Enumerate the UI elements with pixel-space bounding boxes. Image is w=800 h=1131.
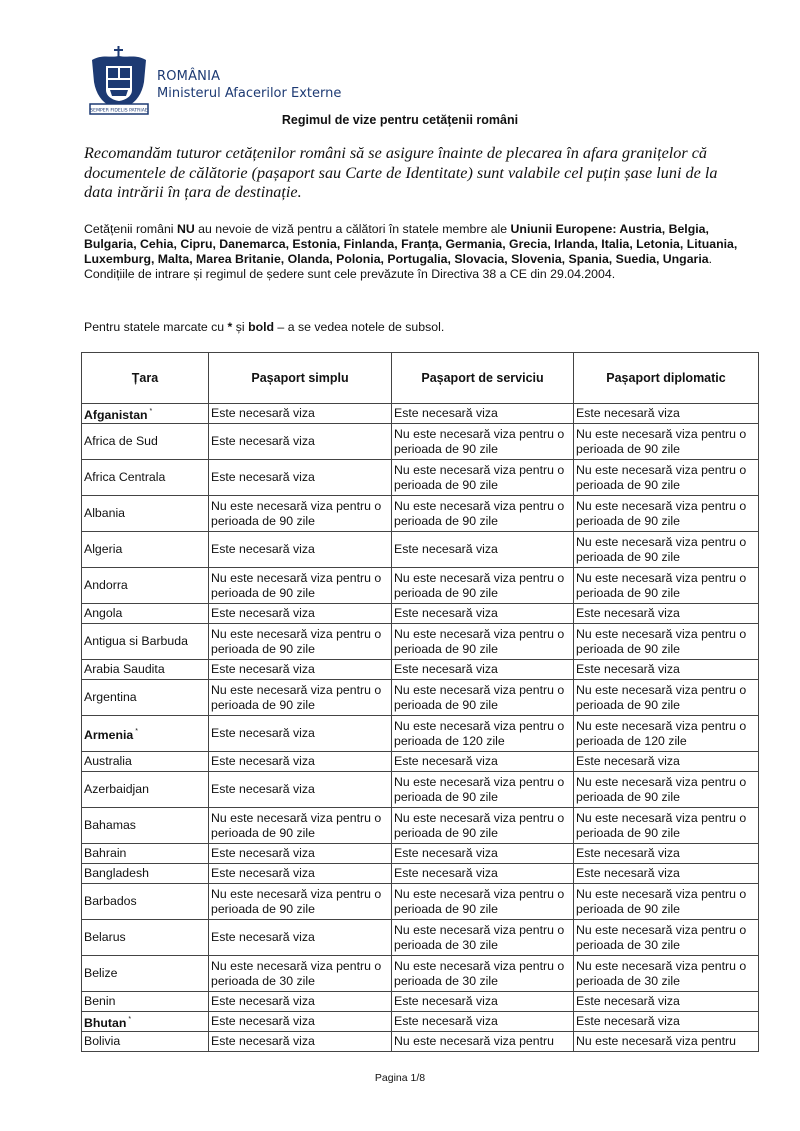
service-passport-cell: Nu este necesară viza pentru o perioada de 30 zile <box>392 920 574 956</box>
country-cell <box>82 660 209 680</box>
country-cell <box>82 680 209 716</box>
table-row <box>82 1012 759 1032</box>
country-name: Algeria <box>84 542 123 557</box>
country-cell <box>82 992 209 1012</box>
country-name: Bhutan <box>84 1015 127 1030</box>
table-row <box>82 460 759 496</box>
table-row <box>82 624 759 660</box>
table-row <box>82 532 759 568</box>
service-passport-cell: Nu este necesară viza pentru o perioada de 90 zile <box>392 424 574 460</box>
table-row <box>82 844 759 864</box>
simple-passport-cell: Nu este necesară viza pentru o perioada de 30 zile <box>209 956 392 992</box>
country-name: Australia <box>84 754 132 769</box>
country-cell <box>82 1012 209 1032</box>
country-cell <box>82 568 209 604</box>
table-row <box>82 404 759 424</box>
country-name: Belize <box>84 966 118 981</box>
simple-passport-cell: Este necesară viza <box>209 424 392 460</box>
service-passport-cell: Nu este necesară viza pentru o perioada de 90 zile <box>392 624 574 660</box>
service-passport-cell: Nu este necesară viza pentru o perioada de 30 zile <box>392 956 574 992</box>
country-name: Azerbaidjan <box>84 782 149 797</box>
country-cell <box>82 1032 209 1052</box>
eu-period: . <box>708 252 712 266</box>
header-diplomatic-passport: Pașaport diplomatic <box>574 353 759 404</box>
diplomatic-passport-cell: Nu este necesară viza pentru <box>574 1032 759 1052</box>
service-passport-cell: Nu este necesară viza pentru o perioada de 90 zile <box>392 568 574 604</box>
table-row <box>82 920 759 956</box>
simple-passport-cell: Este necesară viza <box>209 844 392 864</box>
country-name: Benin <box>84 994 116 1009</box>
service-passport-cell: Nu este necesară viza pentru o perioada de 90 zile <box>392 460 574 496</box>
country-cell <box>82 920 209 956</box>
footnote-mark: * <box>128 1015 132 1023</box>
country-name: Armenia <box>84 727 134 742</box>
diplomatic-passport-cell: Nu este necesară viza pentru o perioada de 120 zile <box>574 716 759 752</box>
service-passport-cell: Nu este necesară viza pentru o perioada de 90 zile <box>392 884 574 920</box>
diplomatic-passport-cell: Nu este necesară viza pentru o perioada de 90 zile <box>574 424 759 460</box>
diplomatic-passport-cell: Este necesară viza <box>574 864 759 884</box>
page-number: Pagina 1/8 <box>374 1072 426 1084</box>
table-row <box>82 884 759 920</box>
country-name: ROMÂNIA <box>157 69 221 84</box>
diplomatic-passport-cell: Nu este necesară viza pentru o perioada de 90 zile <box>574 808 759 844</box>
simple-passport-cell: Este necesară viza <box>209 460 392 496</box>
service-passport-cell: Este necesară viza <box>392 992 574 1012</box>
table-row <box>82 680 759 716</box>
diplomatic-passport-cell: Nu este necesară viza pentru o perioada de 90 zile <box>574 532 759 568</box>
simple-passport-cell: Este necesară viza <box>209 404 392 424</box>
header-service-passport: Pașaport de serviciu <box>392 353 574 404</box>
note-bold: bold <box>248 320 275 334</box>
country-name: Barbados <box>84 894 137 909</box>
service-passport-cell: Nu este necesară viza pentru o perioada de 90 zile <box>392 680 574 716</box>
country-name: Bangladesh <box>84 866 149 881</box>
country-cell <box>82 844 209 864</box>
country-cell <box>82 604 209 624</box>
simple-passport-cell: Este necesară viza <box>209 1032 392 1052</box>
eu-conditions: Condițiile de intrare și regimul de ședere sunt cele prevăzute în Directiva 38 a CE din 29.04.2004. <box>84 267 616 281</box>
simple-passport-cell: Este necesară viza <box>209 864 392 884</box>
diplomatic-passport-cell: Nu este necesară viza pentru o perioada de 90 zile <box>574 772 759 808</box>
table-row <box>82 992 759 1012</box>
simple-passport-cell: Este necesară viza <box>209 920 392 956</box>
note-star: * <box>227 320 233 334</box>
service-passport-cell: Este necesară viza <box>392 1012 574 1032</box>
table-row <box>82 956 759 992</box>
country-cell <box>82 424 209 460</box>
table-row <box>82 772 759 808</box>
simple-passport-cell: Este necesară viza <box>209 1012 392 1032</box>
country-cell <box>82 884 209 920</box>
header-country: Țara <box>82 353 209 404</box>
visa-table <box>81 352 759 1052</box>
visa-table-body <box>82 404 759 1052</box>
country-name: Afganistan <box>84 407 148 422</box>
diplomatic-passport-cell: Este necesară viza <box>574 660 759 680</box>
country-name: Bolivia <box>84 1034 121 1049</box>
country-cell <box>82 532 209 568</box>
service-passport-cell: Nu este necesară viza pentru o perioada de 90 zile <box>392 772 574 808</box>
table-row <box>82 752 759 772</box>
simple-passport-cell: Nu este necesară viza pentru o perioada de 90 zile <box>209 680 392 716</box>
diplomatic-passport-cell: Nu este necesară viza pentru o perioada de 90 zile <box>574 884 759 920</box>
country-cell <box>82 864 209 884</box>
diplomatic-passport-cell: Nu este necesară viza pentru o perioada de 90 zile <box>574 460 759 496</box>
simple-passport-cell: Este necesară viza <box>209 772 392 808</box>
country-name: Argentina <box>84 690 137 705</box>
service-passport-cell: Este necesară viza <box>392 752 574 772</box>
ministry-name: Ministerul Afacerilor Externe <box>157 86 342 101</box>
service-passport-cell: Nu este necesară viza pentru <box>392 1032 574 1052</box>
simple-passport-cell: Este necesară viza <box>209 660 392 680</box>
note-text-3: – a se vedea notele de subsol. <box>274 320 445 334</box>
country-cell <box>82 752 209 772</box>
simple-passport-cell: Nu este necesară viza pentru o perioada de 90 zile <box>209 624 392 660</box>
service-passport-cell: Este necesară viza <box>392 604 574 624</box>
simple-passport-cell: Nu este necesară viza pentru o perioada de 90 zile <box>209 568 392 604</box>
eu-text-part2: au nevoie de viză pentru a călători în statele membre ale <box>194 222 511 236</box>
table-row <box>82 568 759 604</box>
service-passport-cell: Nu este necesară viza pentru o perioada de 90 zile <box>392 496 574 532</box>
diplomatic-passport-cell: Nu este necesară viza pentru o perioada de 90 zile <box>574 680 759 716</box>
country-name: Africa Centrala <box>84 470 166 485</box>
footnote-mark: * <box>149 407 153 415</box>
table-row <box>82 496 759 532</box>
table-row <box>82 604 759 624</box>
diplomatic-passport-cell: Nu este necesară viza pentru o perioada de 90 zile <box>574 568 759 604</box>
service-passport-cell: Este necesară viza <box>392 660 574 680</box>
simple-passport-cell: Este necesară viza <box>209 532 392 568</box>
simple-passport-cell: Este necesară viza <box>209 716 392 752</box>
diplomatic-passport-cell: Nu este necesară viza pentru o perioada de 90 zile <box>574 496 759 532</box>
simple-passport-cell: Este necesară viza <box>209 604 392 624</box>
diplomatic-passport-cell: Este necesară viza <box>574 992 759 1012</box>
service-passport-cell: Este necesară viza <box>392 864 574 884</box>
country-cell <box>82 956 209 992</box>
simple-passport-cell: Nu este necesară viza pentru o perioada de 90 zile <box>209 496 392 532</box>
simple-passport-cell: Este necesară viza <box>209 992 392 1012</box>
country-name: Belarus <box>84 930 126 945</box>
country-cell <box>82 772 209 808</box>
eu-country-list: Uniunii Europene: Austria, Belgia, Bulgaria, Cehia, Cipru, Danemarca, Estonia, Finlanda, Franța, Germania, Grecia, Irlanda, Italia, Letonia, Lituania, Luxemburg, Malta, Marea Britanie, Olanda, Polonia, Portugalia, Slovacia, Slovenia, Spania, Suedia, Ungaria <box>84 222 738 266</box>
diplomatic-passport-cell: Nu este necesară viza pentru o perioada de 30 zile <box>574 920 759 956</box>
diplomatic-passport-cell: Este necesară viza <box>574 844 759 864</box>
ministry-name-block <box>157 68 341 102</box>
country-name: Africa de Sud <box>84 434 158 449</box>
country-cell <box>82 808 209 844</box>
footnote-instruction <box>84 320 444 335</box>
eu-paragraph <box>84 222 744 282</box>
table-row <box>82 716 759 752</box>
diplomatic-passport-cell: Este necesară viza <box>574 752 759 772</box>
country-cell <box>82 716 209 752</box>
table-row <box>82 864 759 884</box>
romanian-coat-of-arms-icon <box>88 46 150 116</box>
diplomatic-passport-cell: Nu este necesară viza pentru o perioada de 30 zile <box>574 956 759 992</box>
eu-nu: NU <box>176 222 195 236</box>
eu-text-part1: Cetățenii români <box>84 222 177 236</box>
diplomatic-passport-cell: Este necesară viza <box>574 404 759 424</box>
country-name: Andorra <box>84 578 128 593</box>
header-simple-passport: Pașaport simplu <box>209 353 392 404</box>
country-cell <box>82 460 209 496</box>
diplomatic-passport-cell: Este necesară viza <box>574 1012 759 1032</box>
travel-recommendation: Recomandăm tuturor cetățenilor români să se asigure înainte de plecarea în afara granițelor că documentele de călătorie (pașaport sau Carte de Identitate) sunt valabile cel puțin șase luni de la data intrării în țara de destinație. <box>84 144 718 201</box>
simple-passport-cell: Nu este necesară viza pentru o perioada de 90 zile <box>209 884 392 920</box>
country-name: Albania <box>84 506 126 521</box>
footnote-mark: * <box>135 727 138 735</box>
table-row <box>82 424 759 460</box>
ministry-header <box>88 46 341 116</box>
country-cell <box>82 624 209 660</box>
service-passport-cell: Nu este necesară viza pentru o perioada de 90 zile <box>392 808 574 844</box>
table-row <box>82 660 759 680</box>
table-row <box>82 808 759 844</box>
country-name: Angola <box>84 606 123 621</box>
service-passport-cell: Este necesară viza <box>392 844 574 864</box>
country-name: Bahamas <box>84 818 136 833</box>
country-cell <box>82 496 209 532</box>
country-name: Arabia Saudita <box>84 662 165 677</box>
table-row <box>82 1032 759 1052</box>
document-title: Regimul de vize pentru cetățenii români <box>281 113 519 127</box>
simple-passport-cell: Nu este necesară viza pentru o perioada de 90 zile <box>209 808 392 844</box>
diplomatic-passport-cell: Este necesară viza <box>574 604 759 624</box>
table-header-row <box>82 353 759 404</box>
simple-passport-cell: Este necesară viza <box>209 752 392 772</box>
diplomatic-passport-cell: Nu este necesară viza pentru o perioada de 90 zile <box>574 624 759 660</box>
service-passport-cell: Nu este necesară viza pentru o perioada de 120 zile <box>392 716 574 752</box>
country-name: Antigua si Barbuda <box>84 634 188 649</box>
svg-text:SEMPER FIDELIS PATRIAE: SEMPER FIDELIS PATRIAE <box>90 108 148 114</box>
country-cell <box>82 404 209 424</box>
note-text-1: Pentru statele marcate cu <box>84 320 228 334</box>
service-passport-cell: Este necesară viza <box>392 532 574 568</box>
service-passport-cell: Este necesară viza <box>392 404 574 424</box>
note-text-2: și <box>232 320 249 334</box>
country-name: Bahrain <box>84 846 127 861</box>
